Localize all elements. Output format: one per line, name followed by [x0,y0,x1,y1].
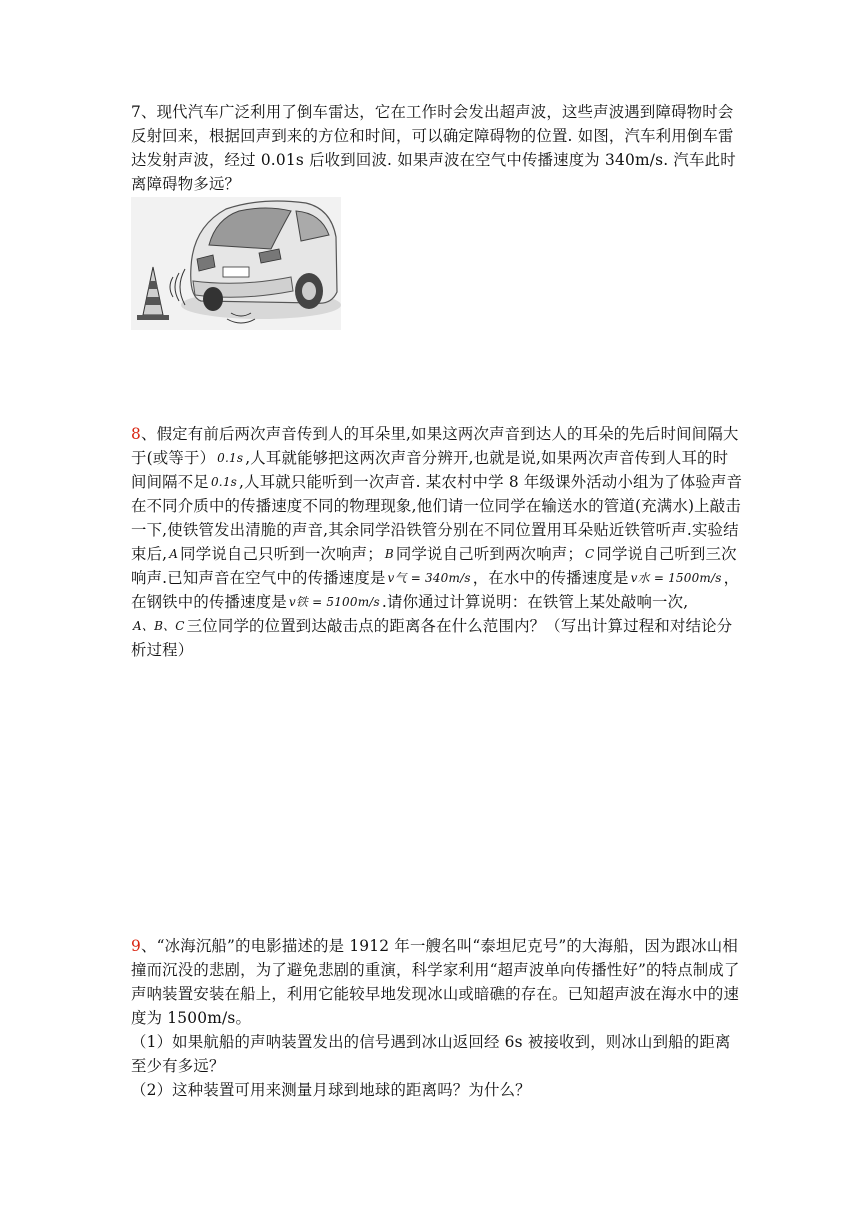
question-9-sub-1: （1）如果航船的声呐装置发出的信号遇到冰山返回经 6s 被接收到，则冰山到船的距离至少有多远？ [131,1033,731,1075]
question-8-text-5: 同学说自己听到两次响声； [395,545,583,563]
question-9-number: 9 [131,937,141,955]
question-9-text: 、“冰海沉船”的电影描述的是 1912 年一艘名叫“泰坦尼克号”的大海船，因为跟冰山相撞而沉没的悲剧，为了避免悲剧的重演，科学家利用“超声波单向传播性好”的特点制成了声呐装置安装在船上，利用它能较早地发现冰山或暗礁的存在。已知超声波在海水中的速度为 1500m/s。 [131,937,740,1027]
water-speed-formula: v水 = 1500m/s [630,571,722,585]
question-8-text-8: ，在钢铁中的传播速度是 [131,569,740,611]
question-8-text-1: 、假定有前后两次声音传到人的耳朵里,如果这两次声音到达人的耳朵的先后时间间隔大于(或等于） [131,425,739,467]
question-8-text-9: .请你通过计算说明：在铁管上某处敲响一次, [381,593,689,611]
car-reversing-radar-figure [131,197,341,330]
student-b-label: B [384,547,394,561]
question-8-number: 8 [131,425,141,443]
question-9 [131,934,743,1102]
question-9-sub-2: （2）这种装置可用来测量月球到地球的距离吗？为什么？ [131,1081,531,1099]
air-speed-formula: v气 = 340m/s [387,571,471,585]
question-8 [131,422,743,662]
question-8-text-6: 同学说自己听到三次响声.已知声音在空气中的传播速度是 [131,545,737,587]
steel-speed-formula: v铁 = 5100m/s [288,595,380,609]
question-7-number: 7 [131,103,141,121]
question-8-text-2: ,人耳就能够把这两次声音分辨开,也就是说,如果两次声音传到人耳的时间间隔不足 [131,449,729,491]
question-8-text-3: ,人耳就只能听到一次声音. 某农村中学 8 年级课外活动小组为了体验声音在不同介质中的传播速度不同的物理现象,他们请一位同学在输送水的管道(充满水)上敲击一下,使铁管发出清脆的声音,其余同学沿铁管分别在不同位置用耳朵贴近铁管听声.实验结束后, [131,473,743,563]
question-8-text-10: 三位同学的位置到达敲击点的距离各在什么范围内？（写出计算过程和对结论分析过程） [131,617,733,659]
question-8-text-4: 同学说自己只听到一次响声； [180,545,383,563]
student-c-label: C [584,547,595,561]
time-interval-formula-1: 0.1s [217,451,244,465]
question-7 [131,100,743,196]
students-abc-label: A、B、C [133,619,185,633]
student-a-label: A [169,547,179,561]
question-8-text-7: ，在水中的传播速度是 [472,569,629,587]
question-7-text: 、现代汽车广泛利用了倒车雷达，它在工作时会发出超声波，这些声波遇到障碍物时会反射回来，根据回声到来的方位和时间，可以确定障碍物的位置. 如图，汽车利用倒车雷达发射声波，经过 0.01s 后收到回波. 如果声波在空气中传播速度为 340m/s. 汽车此时离障碍物多远？ [131,103,736,193]
time-interval-formula-2: 0.1s [210,475,238,489]
